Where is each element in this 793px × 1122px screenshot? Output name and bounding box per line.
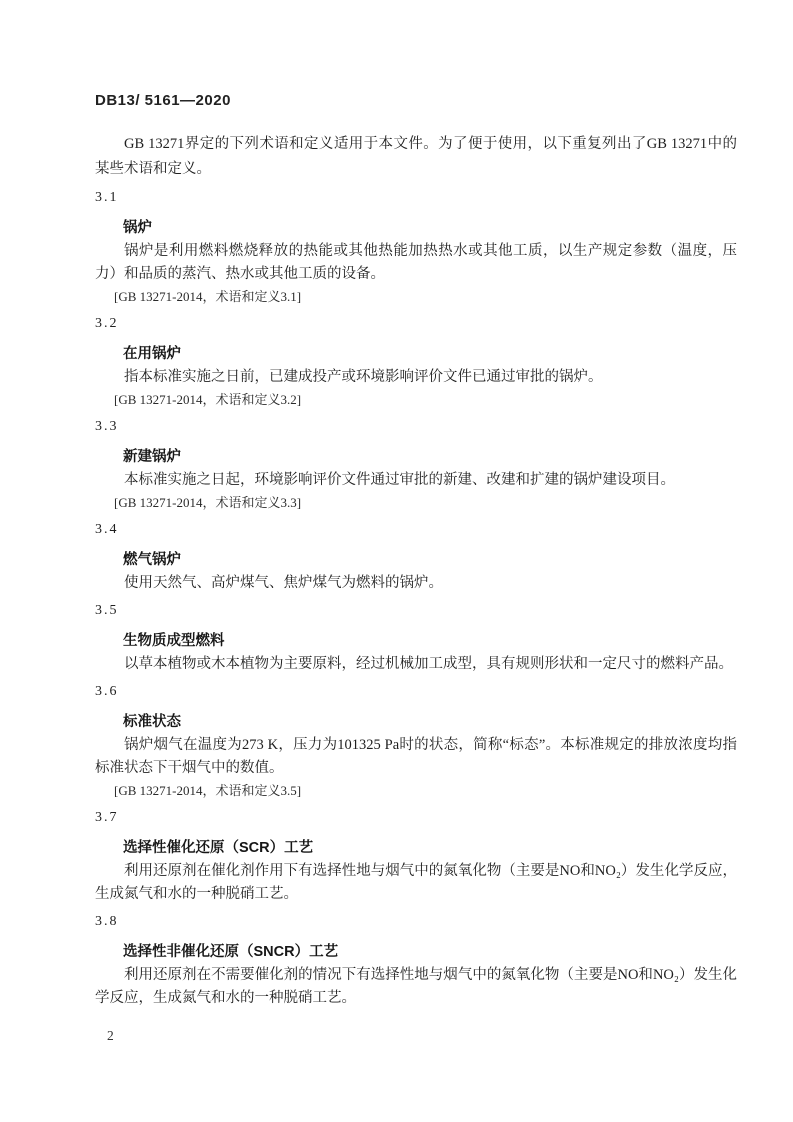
term-section-3-3	[95, 415, 737, 514]
intro-paragraph: GB 13271界定的下列术语和定义适用于本文件。为了便于使用，以下重复列出了GB 13271中的某些术语和定义。	[95, 136, 737, 177]
term-title: 标准状态	[123, 714, 181, 730]
page-content	[95, 92, 737, 1010]
source-reference: [GB 13271-2014，术语和定义3.2]	[114, 392, 302, 407]
term-section-3-7	[95, 806, 737, 906]
source-reference: [GB 13271-2014，术语和定义3.5]	[114, 783, 302, 798]
standard-number-header: DB13/ 5161—2020	[95, 92, 231, 109]
section-number: 3.7	[95, 810, 119, 825]
term-section-3-5	[95, 599, 737, 676]
section-number: 3.6	[95, 684, 119, 699]
term-definition: 本标准实施之日起，环境影响评价文件通过审批的新建、改建和扩建的锅炉建设项目。	[124, 472, 675, 488]
section-number: 3.3	[95, 419, 119, 434]
page-number: 2	[107, 1028, 114, 1043]
term-section-3-1	[95, 186, 737, 308]
term-title: 生物质成型燃料	[123, 633, 225, 649]
term-definition: 利用还原剂在不需要催化剂的情况下有选择性地与烟气中的氮氧化物（主要是NO和NO₂）发生化学反应，生成氮气和水的一种脱硝工艺。	[95, 967, 737, 1006]
term-title: 在用锅炉	[123, 346, 181, 362]
term-section-3-6	[95, 680, 737, 802]
section-number: 3.2	[95, 316, 119, 331]
term-definition: 锅炉烟气在温度为273 K，压力为101325 Pa时的状态，简称“标态”。本标准规定的排放浓度均指标准状态下干烟气中的数值。	[95, 737, 737, 776]
source-reference: [GB 13271-2014，术语和定义3.1]	[114, 289, 302, 304]
source-reference: [GB 13271-2014，术语和定义3.3]	[114, 495, 302, 510]
term-section-3-2	[95, 312, 737, 411]
term-title: 锅炉	[123, 220, 152, 236]
section-number: 3.1	[95, 190, 119, 205]
term-title: 选择性催化还原（SCR）工艺	[123, 840, 314, 856]
section-number: 3.5	[95, 603, 119, 618]
term-definition: 利用还原剂在催化剂作用下有选择性地与烟气中的氮氧化物（主要是NO和NO₂）发生化学反应，生成氮气和水的一种脱硝工艺。	[95, 863, 737, 902]
term-title: 燃气锅炉	[123, 552, 181, 568]
term-section-3-8	[95, 910, 737, 1010]
term-section-3-4	[95, 518, 737, 595]
term-title: 选择性非催化还原（SNCR）工艺	[123, 944, 339, 960]
section-number: 3.4	[95, 522, 119, 537]
term-definition: 指本标准实施之日前，已建成投产或环境影响评价文件已通过审批的锅炉。	[124, 369, 603, 385]
term-title: 新建锅炉	[123, 449, 181, 465]
term-definition: 以草本植物或木本植物为主要原料，经过机械加工成型，具有规则形状和一定尺寸的燃料产品。	[124, 656, 733, 672]
term-definition: 使用天然气、高炉煤气、焦炉煤气为燃料的锅炉。	[124, 575, 443, 591]
term-definition: 锅炉是利用燃料燃烧释放的热能或其他热能加热热水或其他工质，以生产规定参数（温度，压力）和品质的蒸汽、热水或其他工质的设备。	[95, 243, 737, 282]
section-number: 3.8	[95, 914, 119, 929]
